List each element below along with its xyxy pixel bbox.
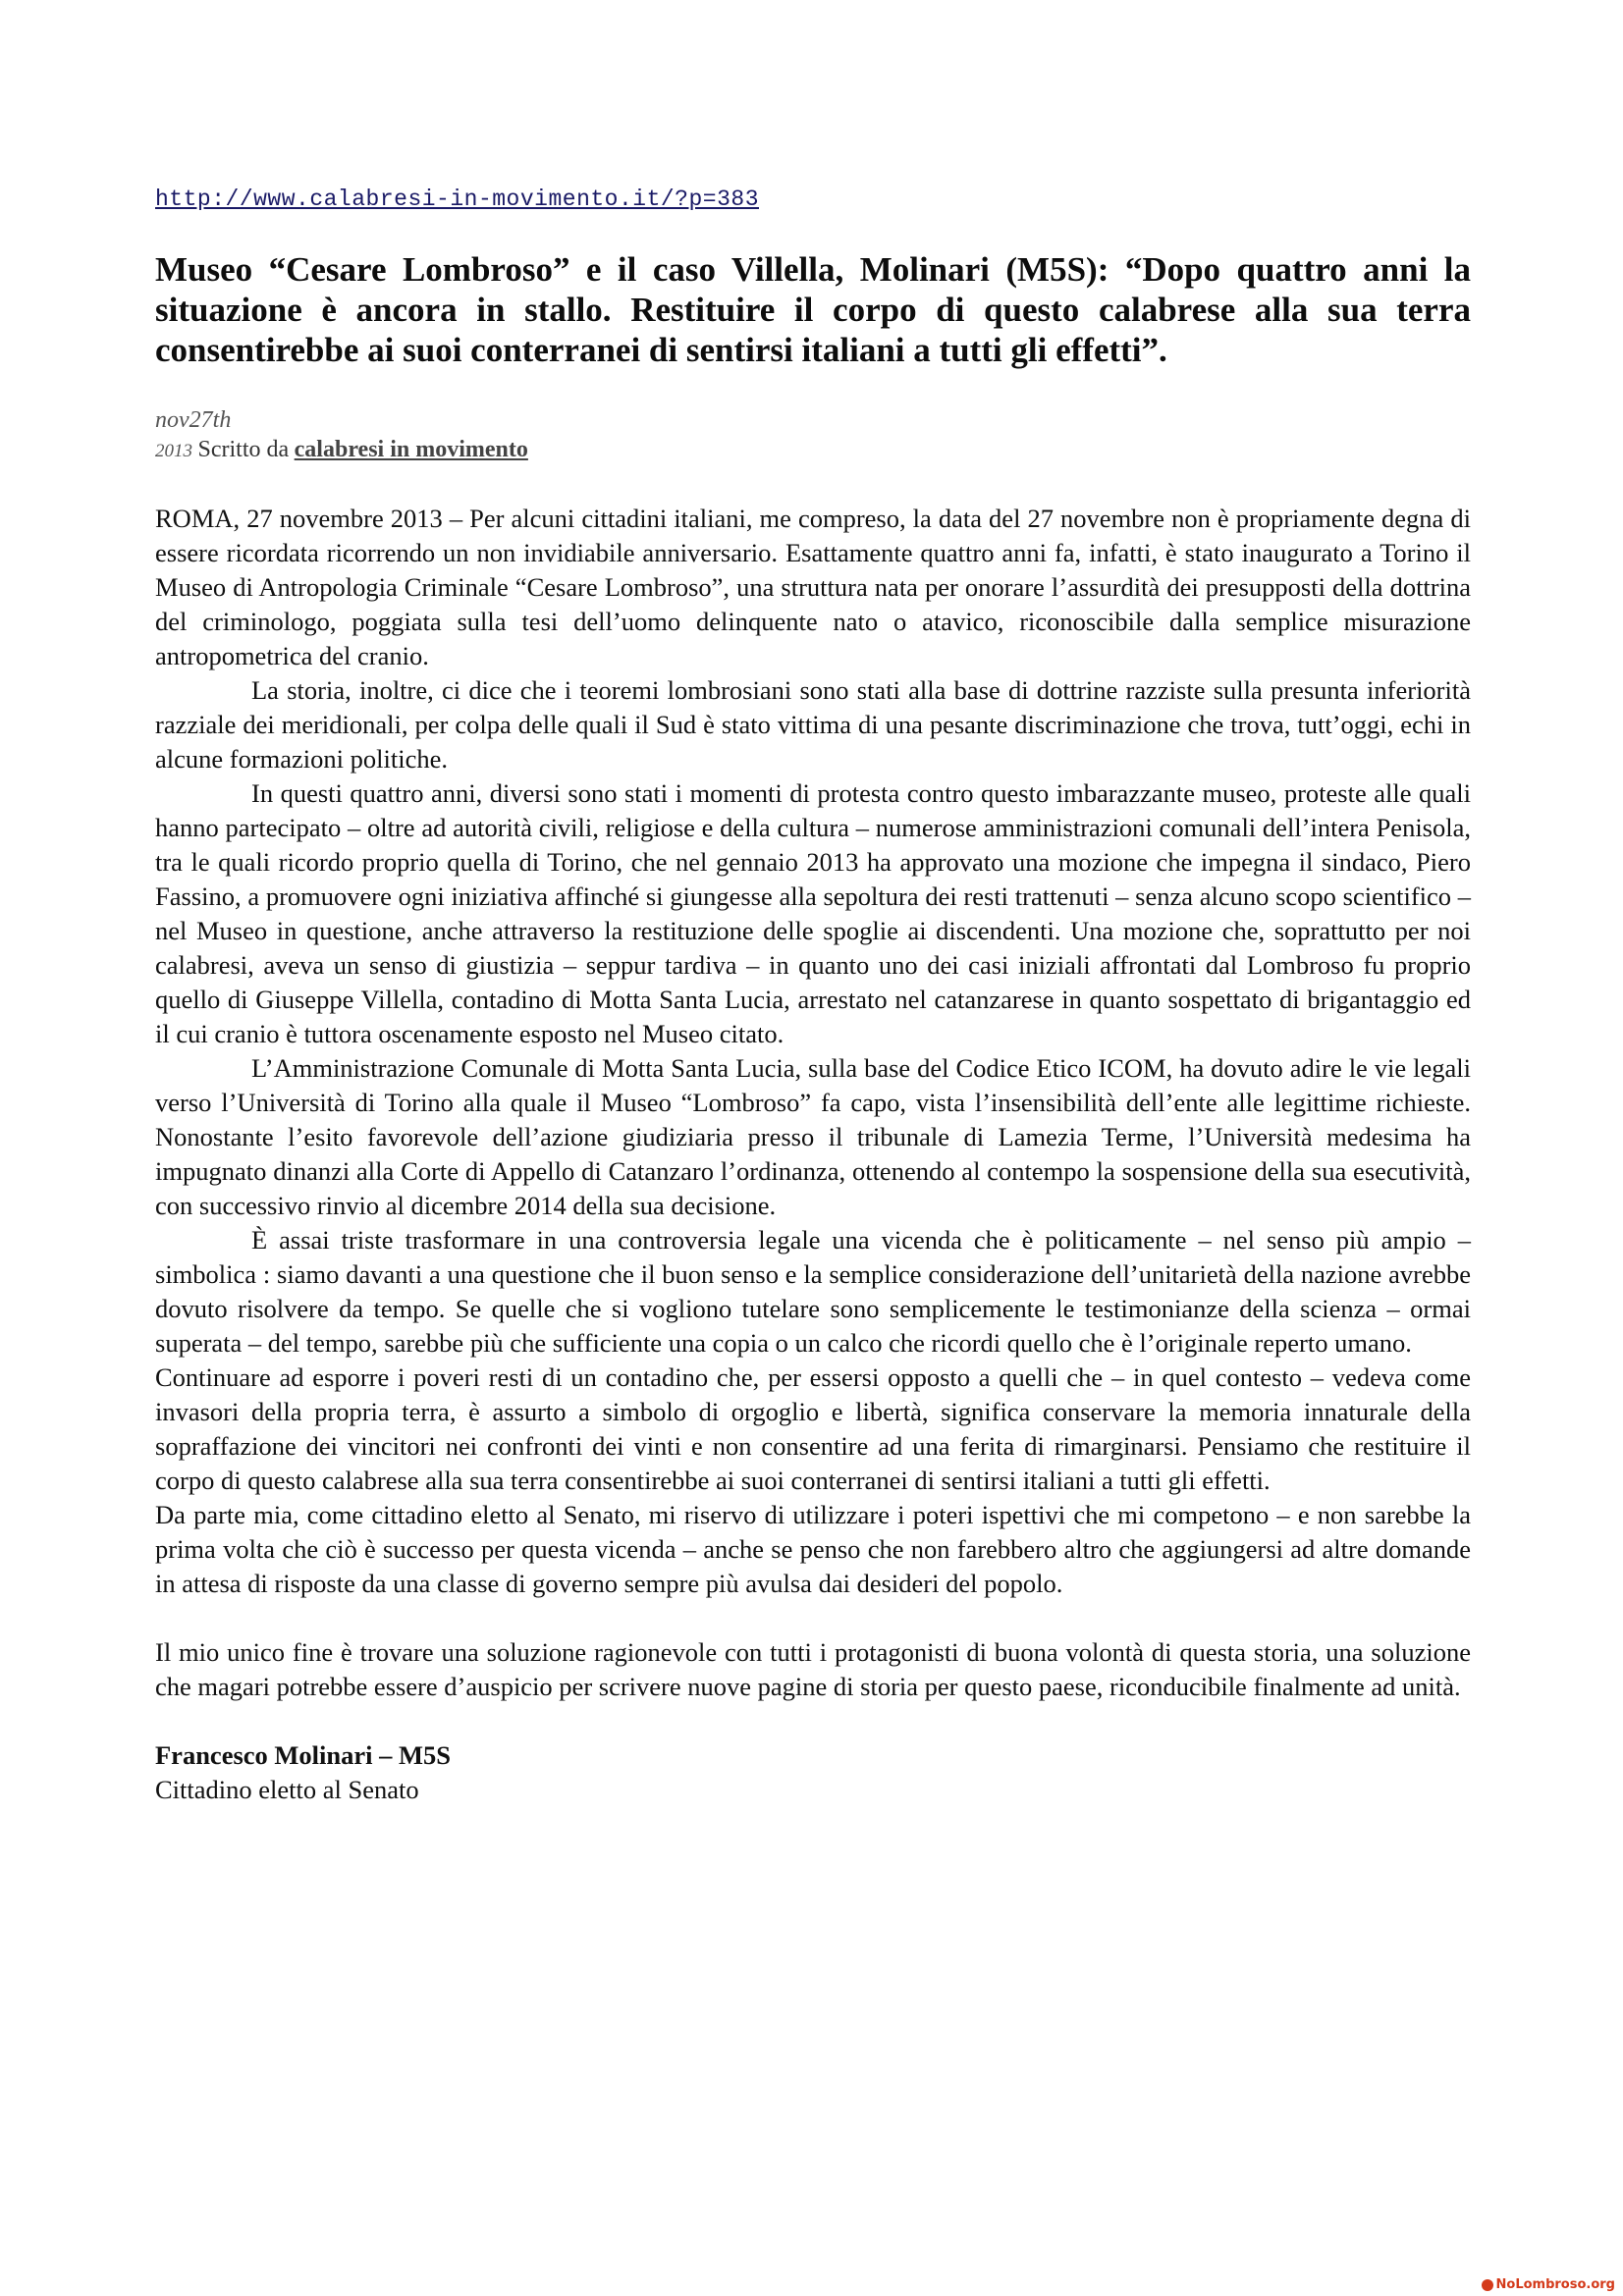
written-by-label: Scritto da — [197, 437, 290, 462]
paragraph: ROMA, 27 novembre 2013 – Per alcuni cittadini italiani, me compreso, la data del 27 novembre non è propriamente degna di essere ricordata ricorrendo un non invidiabile anniversario. Esattamente quattro anni fa, infatti, è stato inaugurato a Torino il Museo di Antropologia Criminale “Cesare Lombroso”, una struttura nata per onorare l’assurdità dei presupposti della dottrina del criminologo, poggiata sulla tesi dell’uomo delinquente nato o atavico, riconoscibile dalla semplice misurazione antropometrica del cranio. — [155, 504, 1471, 670]
signature-block — [155, 1738, 1471, 1807]
author-link[interactable]: calabresi in movimento — [294, 437, 528, 462]
byline — [155, 435, 1471, 466]
paragraph: È assai triste trasformare in una controversia legale una vicenda che è politicamente – nel senso più ampio – simbolica : siamo davanti a una questione che il buon senso e la semplice considerazione dell’unitarietà della nazione avrebbe dovuto risolvere da tempo. Se quelle che si vogliono tutelare sono semplicemente le testimonianze della scienza – ormai superata – del tempo, sarebbe più che sufficiente una copia o un calco che ricordi quello che è l’originale reperto umano. — [155, 1225, 1471, 1358]
logo-icon — [1482, 2279, 1493, 2291]
paragraph: L’Amministrazione Comunale di Motta Santa Lucia, sulla base del Codice Etico ICOM, ha dovuto adire le vie legali verso l’Università di Torino alla quale il Museo “Lombroso” fa capo, vista l’insensibilità dell’ente alle legittime richieste. Nonostante l’esito favorevole dell’azione giudiziaria presso il tribunale di Lamezia Terme, l’Università medesima ha impugnato dinanzi alla Corte di Appello di Catanzaro l’ordinanza, ottenendo al contempo la sospensione della sua esecutività, con successivo rinvio al dicembre 2014 della sua decisione. — [155, 1053, 1471, 1220]
article-headline: Museo “Cesare Lombroso” e il caso Villella, Molinari (M5S): “Dopo quattro anni la situazione è ancora in stallo. Restituire il corpo di questo calabrese alla sua terra consentirebbe ai suoi conterranei di sentirsi italiani a tutti gli effetti”. — [155, 250, 1471, 369]
paragraph: Continuare ad esporre i poveri resti di un contadino che, per essersi opposto a quelli che – in quel contesto – vedeva come invasori della propria terra, è assurto a simbolo di orgoglio e libertà, significa conservare la memoria innaturale della sopraffazione dei vincitori nei confronti dei vinti e non consentire ad una ferita di rimarginarsi. Pensiamo che restituire il corpo di questo calabrese alla sua terra consentirebbe ai suoi conterranei di sentirsi italiani a tutti gli effetti. — [155, 1362, 1471, 1495]
watermark-logo — [1482, 2277, 1615, 2292]
paragraph: Da parte mia, come cittadino eletto al Senato, mi riservo di utilizzare i poteri ispettivi che mi competono – e non sarebbe la prima volta che ciò è successo per questa vicenda – anche se penso che non farebbero altro che aggiungersi ad altre domande in attesa di risposte da una classe di governo sempre più avulsa dai desideri del popolo. — [155, 1500, 1471, 1598]
signature-role: Cittadino eletto al Senato — [155, 1775, 419, 1804]
signature-name: Francesco Molinari – M5S — [155, 1740, 452, 1770]
article-meta — [155, 405, 1471, 466]
document-page — [155, 187, 1471, 1807]
paragraph: Il mio unico fine è trovare una soluzione ragionevole con tutti i protagonisti di buona volontà di questa storia, una soluzione che magari potrebbe essere d’auspicio per scrivere nuove pagine di storia per questo paese, riconducibile finalmente ad unità. — [155, 1637, 1471, 1701]
post-date: nov27th — [155, 407, 232, 433]
paragraph: La storia, inoltre, ci dice che i teoremi lombrosiani sono stati alla base di dottrine razziste sulla presunta inferiorità razziale dei meridionali, per colpa delle quali il Sud è stato vittima di una pesante discriminazione che trova, tutt’oggi, echi in alcune formazioni politiche. — [155, 675, 1471, 774]
paragraph: In questi quattro anni, diversi sono stati i momenti di protesta contro questo imbarazzante museo, proteste alle quali hanno partecipato – oltre ad autorità civili, religiose e della cultura – numerose amministrazioni comunali dell’intera Penisola, tra le quali ricordo proprio quella di Torino, che nel gennaio 2013 ha approvato una mozione che impegna il sindaco, Piero Fassino, a promuovere ogni iniziativa affinché si giungesse alla sepoltura dei resti trattenuti – senza alcuno scopo scientifico – nel Museo in questione, anche attraverso la restituzione delle spoglie ai discendenti. Una mozione che, soprattutto per noi calabresi, aveva un senso di giustizia – seppur tardiva – in quanto uno dei casi iniziali affrontati dal Lombroso fu proprio quello di Giuseppe Villella, contadino di Motta Santa Lucia, arrestato nel catanzarese in quanto sospettato di brigantaggio ed il cui cranio è tuttora oscenamente esposto nel Museo citato. — [155, 778, 1471, 1048]
post-year: 2013 — [155, 441, 192, 461]
article-body — [155, 502, 1471, 1704]
source-url-link[interactable]: http://www.calabresi-in-movimento.it/?p=383 — [155, 187, 759, 212]
watermark-text: NoLombroso.org — [1495, 2277, 1615, 2292]
